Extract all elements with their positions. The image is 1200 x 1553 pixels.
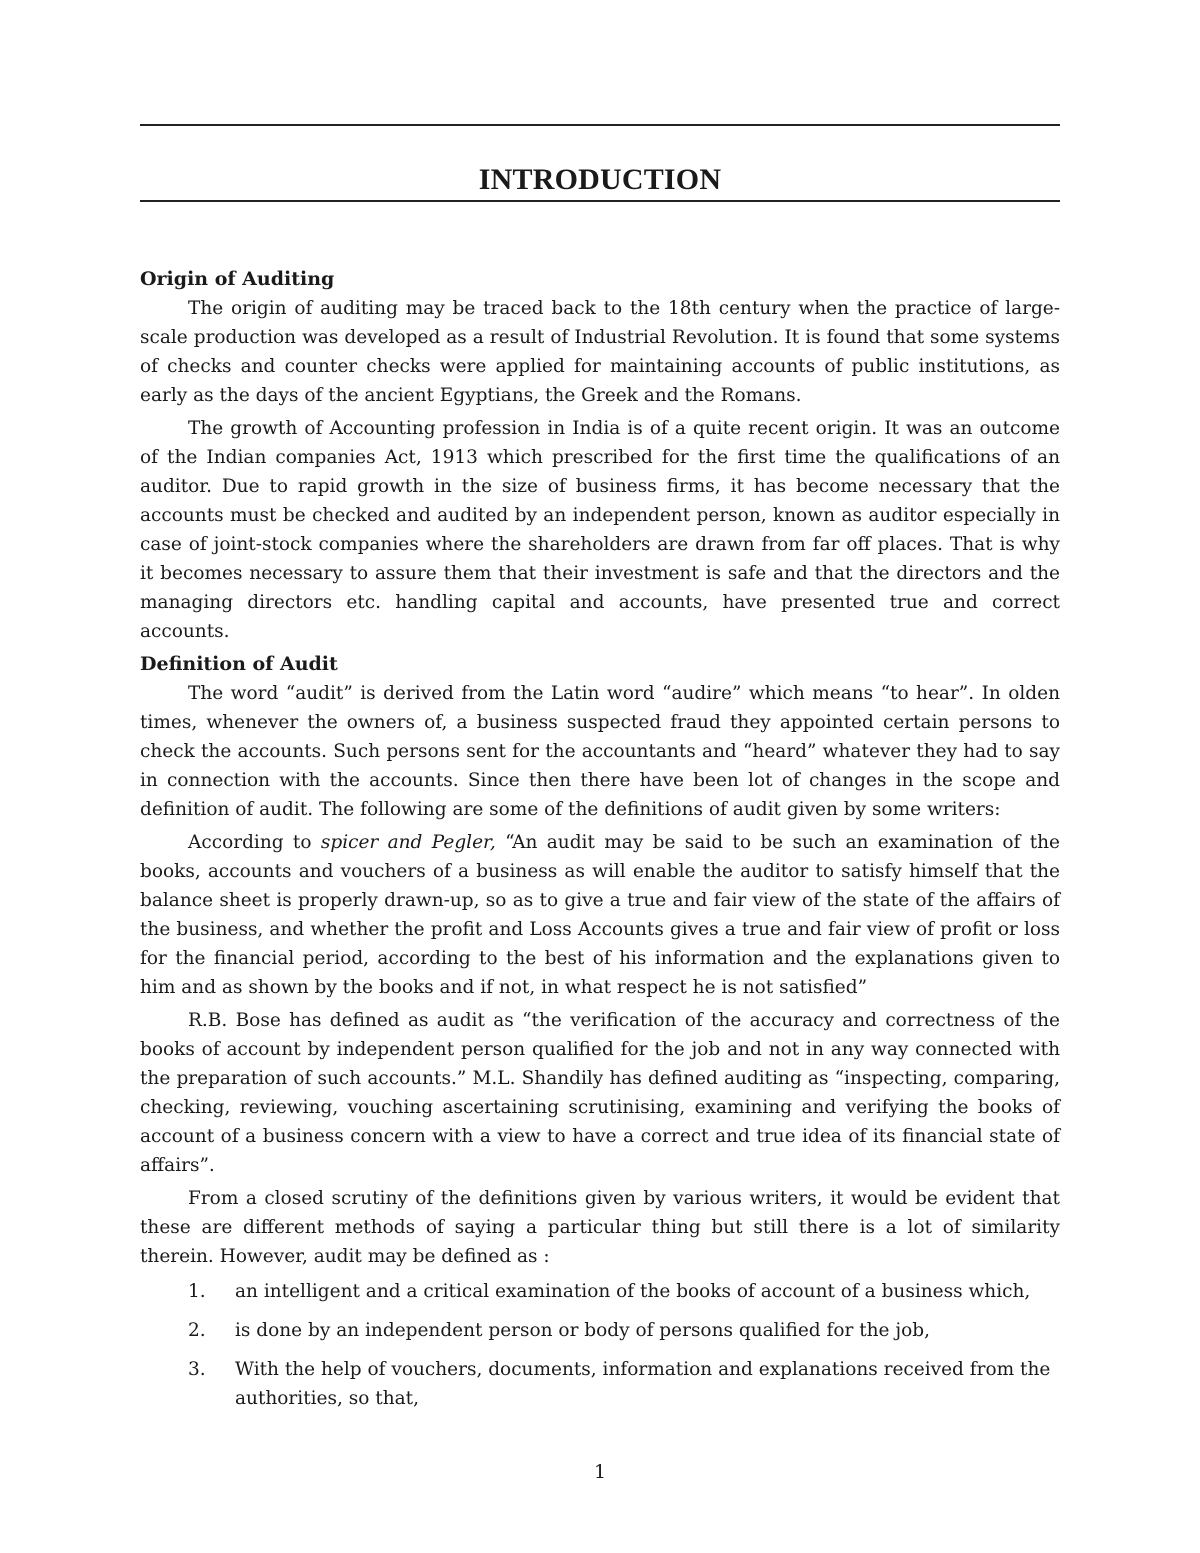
- list-number: 3.: [188, 1359, 206, 1380]
- paragraph: The growth of Accounting profession in India is of a quite recent origin. It was an outcome of the Indian companies Act, 1913 which prescribed for the first time the qualifications of an auditor. Due to rapid growth in the size of business firms, it has become necessary that the accounts must be checked and audited by an independent person, known as auditor especially in case of joint-stock companies where the shareholders are drawn from far off places. That is why it becomes necessary to assure them that their investment is safe and that the directors and the managing directors etc. handling capital and accounts, have presented true and correct accounts.: [140, 418, 1060, 642]
- list-item: [140, 1316, 1060, 1345]
- paragraph: The word “audit” is derived from the Latin word “audire” which means “to hear”. In olden times, whenever the owners of, a business suspected fraud they appointed certain persons to check the accounts. Such persons sent for the accountants and “heard” whatever they had to say in connection with the accounts. Since then there have been lot of changes in the scope and definition of audit. The following are some of the definitions of audit given by some writers:: [140, 683, 1060, 820]
- paragraph-spicer-pegler: [140, 828, 1060, 1002]
- paragraph: R.B. Bose has defined as audit as “the verification of the accuracy and correctness of the books of account by independent person qualified for the job and not in any way connected with the preparation of such accounts.” M.L. Shandily has defined auditing as “inspecting, comparing, checking, reviewing, vouching ascertaining scrutinising, examining and verifying the books of account of a business concern with a view to have a correct and true idea of its financial state of affairs”.: [140, 1010, 1060, 1176]
- paragraph: From a closed scrutiny of the definitions given by various writers, it would be evident that these are different methods of saying a particular thing but still there is a lot of similarity therein. However, audit may be defined as :: [140, 1188, 1060, 1267]
- paragraph-lead: According to: [188, 832, 321, 853]
- list-item: [140, 1277, 1060, 1306]
- list-number: 2.: [188, 1320, 206, 1341]
- list-item: [140, 1355, 1060, 1413]
- paragraph: The origin of auditing may be traced back to the 18th century when the practice of large-scale production was developed as a result of Industrial Revolution. It is found that some systems of checks and counter checks were applied for maintaining accounts of public institutions, as early as the days of the ancient Egyptians, the Greek and the Romans.: [140, 298, 1060, 406]
- list-number: 1.: [188, 1281, 206, 1302]
- page-number: 1: [593, 1461, 607, 1483]
- list-text: an intelligent and a critical examination of the books of account of a business which,: [235, 1281, 1031, 1302]
- top-rule: [140, 124, 1060, 126]
- document-page: [140, 0, 1060, 1553]
- section-heading-origin: Origin of Auditing: [140, 268, 335, 290]
- section-heading-definition: Definition of Audit: [140, 653, 338, 675]
- chapter-title: INTRODUCTION: [478, 163, 722, 196]
- body-content: [140, 265, 1060, 1423]
- title-underline: [140, 200, 1060, 202]
- list-text: is done by an independent person or body of persons qualified for the job,: [235, 1320, 930, 1341]
- list-text: With the help of vouchers, documents, information and explanations received from the authorities, so that,: [235, 1359, 1051, 1409]
- quotation: “An audit may be said to be such an examination of the books, accounts and vouchers of a business as will enable the auditor to satisfy himself that the balance sheet is properly drawn-up, so as to give a true and fair view of the state of the affairs of the business, and whether the profit and Loss Accounts gives a true and fair view of profit or loss for the financial period, according to the best of his information and the explanations given to him and as shown by the books and if not, in what respect he is not satisfied”: [140, 832, 1060, 998]
- author-names: spicer and Pegler,: [320, 832, 496, 853]
- definition-list: [140, 1277, 1060, 1413]
